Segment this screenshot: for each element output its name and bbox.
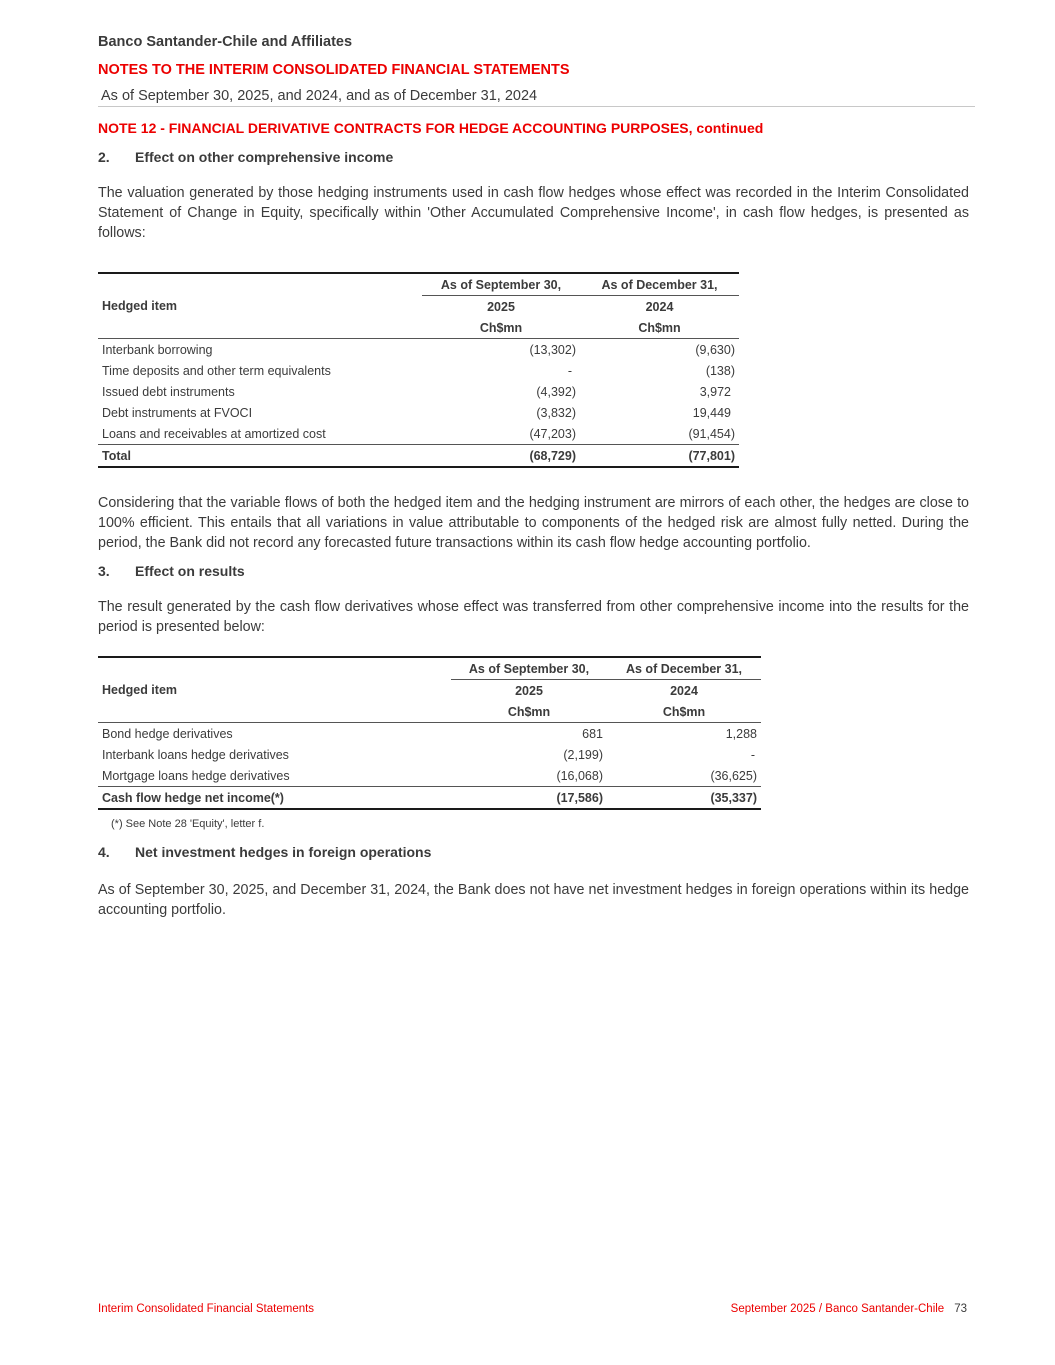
page-number: 73 — [954, 1303, 967, 1315]
row-value-2024: (9,630) — [695, 342, 735, 357]
row-value-2024: 1,288 — [725, 726, 757, 741]
oci-table — [98, 272, 739, 468]
section-4-heading — [98, 844, 431, 860]
row-label: Debt instruments at FVOCI — [102, 405, 253, 420]
total-value-2025: (68,729) — [422, 445, 580, 468]
row-label: Interbank borrowing — [102, 342, 213, 357]
row-value-2025: 681 — [582, 726, 603, 741]
section-4-number: 4. — [98, 844, 110, 860]
row-value-2025: (13,302) — [529, 342, 576, 357]
section-2-conclusion: Considering that the variable flows of both the hedged item and the hedging instrument are mirrors of each other, the hedges are close to 100% efficient. This entails that all variations in value attributable to components of the hedged risk are almost fully netted. During the period, the Bank did not record any forecasted future transactions within its cash flow hedge accounting portfolio. — [98, 495, 969, 551]
row-value-2025: (2,199) — [563, 747, 603, 762]
date-line: As of September 30, 2025, and 2024, and as of December 31, 2024 — [101, 88, 538, 104]
oci-col2-year: 2024 — [645, 299, 674, 314]
total-value-2024: (35,337) — [607, 787, 761, 810]
row-value-2025: (47,203) — [529, 426, 576, 441]
row-value-2025: (3,832) — [536, 405, 576, 420]
section-2-intro: The valuation generated by those hedging instruments used in cash flow hedges whose effect was recorded in the Interim Consolidated Statement of Change in Equity, specifically within 'Other Accumulated Comprehensive Income', in cash flow hedges, is presented as follows: — [98, 185, 969, 241]
section-3-number: 3. — [98, 563, 110, 579]
row-value-2024: (138) — [705, 363, 735, 378]
oci-col1-unit: Ch$mn — [422, 317, 580, 339]
row-value-2025: (16,068) — [556, 768, 603, 783]
results-col2-period: As of December 31, — [607, 657, 761, 680]
oci-col2-unit: Ch$mn — [580, 317, 739, 339]
table-row — [98, 723, 761, 745]
footer-right — [731, 1303, 967, 1315]
table-row — [98, 765, 761, 787]
total-row — [98, 787, 761, 810]
company-name: Banco Santander-Chile and Affiliates — [98, 34, 353, 50]
row-value-2024: (36,625) — [710, 768, 757, 783]
table-row — [98, 423, 739, 445]
results-col1-year: 2025 — [515, 683, 543, 698]
oci-col1-year: 2025 — [487, 299, 515, 314]
oci-col1-period: As of September 30, — [422, 273, 580, 296]
total-value-2024: (77,801) — [580, 445, 739, 468]
oci-col2-period: As of December 31, — [580, 273, 739, 296]
footer-document-title: Interim Consolidated Financial Statements — [98, 1303, 315, 1315]
section-3-heading — [98, 563, 245, 579]
results-item-header: Hedged item — [102, 683, 178, 698]
row-value-2025: - — [567, 363, 572, 378]
row-label: Issued debt instruments — [102, 384, 235, 399]
footer-period: September 2025 / Banco Santander-Chile — [730, 1303, 945, 1315]
results-col2-year: 2024 — [670, 683, 698, 698]
table-row — [98, 360, 739, 381]
results-col2-unit: Ch$mn — [607, 701, 761, 723]
section-2-number: 2. — [98, 149, 110, 165]
row-value-2024: (91,454) — [688, 426, 735, 441]
section-3-title: Effect on results — [135, 563, 245, 579]
section-4-text: As of September 30, 2025, and December 31, 2024, the Bank does not have net investment hedges in foreign operations within its hedge accounting portfolio. — [98, 882, 969, 918]
row-label: Bond hedge derivatives — [102, 726, 233, 741]
total-label: Total — [98, 445, 422, 468]
table-row — [98, 402, 739, 423]
results-table — [98, 656, 761, 810]
table-row — [98, 381, 739, 402]
row-value-2025: (4,392) — [536, 384, 576, 399]
section-2-heading — [98, 149, 393, 165]
row-label: Time deposits and other term equivalents — [102, 363, 331, 378]
row-value-2024: 3,972 — [699, 384, 731, 399]
row-label: Mortgage loans hedge derivatives — [102, 768, 290, 783]
table-row — [98, 744, 761, 765]
total-value-2025: (17,586) — [451, 787, 607, 810]
row-value-2024: - — [750, 747, 755, 762]
row-label: Loans and receivables at amortized cost — [102, 426, 326, 441]
results-col1-unit: Ch$mn — [451, 701, 607, 723]
note-title: NOTE 12 - FINANCIAL DERIVATIVE CONTRACTS FOR HEDGE ACCOUNTING PURPOSES, continued — [98, 120, 764, 136]
oci-item-header: Hedged item — [102, 299, 178, 314]
notes-title: NOTES TO THE INTERIM CONSOLIDATED FINANCIAL STATEMENTS — [98, 62, 570, 78]
results-footnote: (*) See Note 28 'Equity', letter f. — [111, 818, 265, 830]
row-value-2024: 19,449 — [692, 405, 731, 420]
total-label: Cash flow hedge net income(*) — [98, 787, 451, 810]
results-col1-period: As of September 30, — [451, 657, 607, 680]
section-2-title: Effect on other comprehensive income — [135, 149, 394, 165]
header-divider — [98, 106, 975, 107]
section-3-intro: The result generated by the cash flow derivatives whose effect was transferred from other comprehensive income into the results for the period is presented below: — [98, 599, 969, 635]
row-label: Interbank loans hedge derivatives — [102, 747, 289, 762]
table-row — [98, 339, 739, 361]
section-4-title: Net investment hedges in foreign operations — [135, 844, 432, 860]
total-row — [98, 445, 739, 468]
